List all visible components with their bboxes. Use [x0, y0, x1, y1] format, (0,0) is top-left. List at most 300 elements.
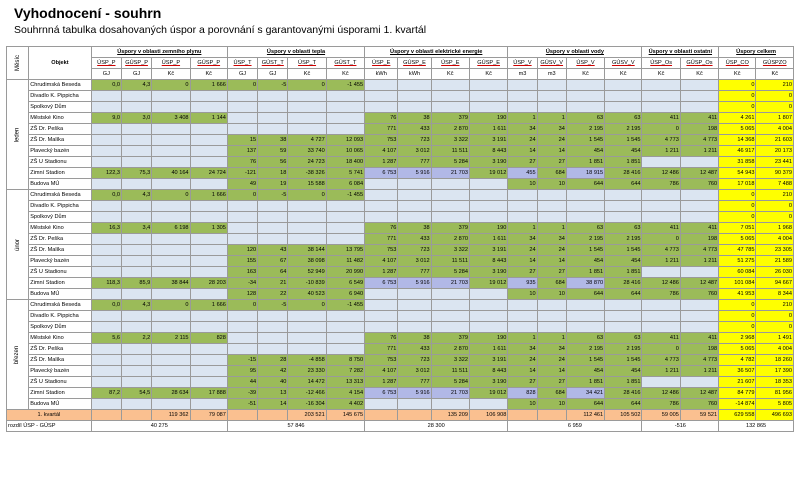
table-row — [7, 245, 794, 256]
value-cell: 8 443 — [469, 256, 507, 267]
value-cell: 42 — [258, 366, 288, 377]
value-cell — [431, 212, 469, 223]
value-cell: 16,3 — [91, 223, 121, 234]
value-cell: 28 — [258, 355, 288, 366]
value-cell: -121 — [227, 168, 257, 179]
group-header: Úspory v oblasti ostatní — [642, 47, 719, 58]
table-row — [7, 91, 794, 102]
value-cell: 1 545 — [605, 355, 642, 366]
value-cell — [326, 322, 364, 333]
value-cell: 1 545 — [566, 245, 604, 256]
value-cell — [152, 179, 190, 190]
value-cell: 27 — [508, 267, 537, 278]
value-cell: 20 990 — [326, 267, 364, 278]
summary-value: 145 675 — [326, 410, 364, 421]
value-cell: 12 486 — [642, 388, 680, 399]
value-cell: 13 — [258, 388, 288, 399]
value-cell: 51 275 — [719, 256, 756, 267]
value-cell — [152, 311, 190, 322]
table-row — [7, 377, 794, 388]
value-cell: 2 870 — [431, 344, 469, 355]
value-cell — [508, 80, 537, 91]
value-cell — [566, 91, 604, 102]
value-cell: 771 — [365, 344, 398, 355]
value-cell — [91, 146, 121, 157]
value-cell: 3 408 — [152, 113, 190, 124]
value-cell: 28 416 — [605, 168, 642, 179]
value-cell: 4 773 — [642, 245, 680, 256]
value-cell: 10 065 — [326, 146, 364, 157]
value-cell: 198 — [680, 124, 718, 135]
value-cell: 8 750 — [326, 355, 364, 366]
value-cell: 644 — [566, 289, 604, 300]
group-header: Úspory v oblasti tepla — [227, 47, 364, 58]
value-cell: 54 943 — [719, 168, 756, 179]
value-cell — [288, 322, 326, 333]
summary-value: 59 005 — [642, 410, 680, 421]
value-cell: 52 949 — [288, 267, 326, 278]
value-cell — [121, 344, 151, 355]
table-row — [7, 256, 794, 267]
value-cell — [398, 179, 431, 190]
value-cell: 67 — [258, 256, 288, 267]
value-cell: 5 284 — [431, 377, 469, 388]
value-cell: 18 260 — [756, 355, 794, 366]
difference-value: 6 959 — [508, 421, 642, 432]
table-row — [7, 135, 794, 146]
value-cell: 3,4 — [121, 223, 151, 234]
summary-value: 105 502 — [605, 410, 642, 421]
value-cell: 1 545 — [605, 245, 642, 256]
value-cell — [190, 157, 227, 168]
value-cell — [605, 311, 642, 322]
value-cell: 0,0 — [91, 190, 121, 201]
value-cell — [642, 201, 680, 212]
value-cell: 0 — [227, 300, 257, 311]
value-cell: 3 191 — [469, 135, 507, 146]
value-cell — [258, 322, 288, 333]
column-unit: Kč — [719, 69, 756, 80]
month-header — [7, 47, 29, 80]
value-cell — [398, 399, 431, 410]
value-cell — [190, 124, 227, 135]
object-name: Plavecký bazén — [29, 146, 92, 157]
value-cell: 63 — [566, 333, 604, 344]
value-cell — [288, 333, 326, 344]
header-unit-row — [7, 69, 794, 80]
value-cell: 5 065 — [719, 124, 756, 135]
month-cell — [7, 190, 29, 300]
value-cell — [680, 102, 718, 113]
value-cell — [680, 91, 718, 102]
value-cell: 753 — [365, 135, 398, 146]
value-cell — [91, 256, 121, 267]
value-cell: 17 888 — [190, 388, 227, 399]
value-cell: 23 330 — [288, 366, 326, 377]
value-cell — [365, 179, 398, 190]
value-cell: 4 402 — [326, 399, 364, 410]
difference-value: 40 275 — [91, 421, 227, 432]
value-cell: 19 012 — [469, 168, 507, 179]
column-subheader: GÚSP_E — [398, 58, 431, 69]
value-cell — [431, 190, 469, 201]
value-cell — [508, 311, 537, 322]
value-cell: 0 — [719, 201, 756, 212]
value-cell: 75,3 — [121, 168, 151, 179]
value-cell: 38 144 — [288, 245, 326, 256]
value-cell — [398, 190, 431, 201]
value-cell — [431, 201, 469, 212]
column-unit: Kč — [152, 69, 190, 80]
value-cell — [398, 212, 431, 223]
object-name: Městské Kino — [29, 333, 92, 344]
object-name: Divadlo K. Pippicha — [29, 311, 92, 322]
value-cell — [190, 344, 227, 355]
value-cell: 1 287 — [365, 267, 398, 278]
value-cell: 433 — [398, 124, 431, 135]
value-cell: 379 — [431, 113, 469, 124]
value-cell: 5 065 — [719, 344, 756, 355]
value-cell: 5 805 — [756, 399, 794, 410]
value-cell: 4 004 — [756, 344, 794, 355]
value-cell: 4 261 — [719, 113, 756, 124]
value-cell: -1 455 — [326, 300, 364, 311]
value-cell: 1 807 — [756, 113, 794, 124]
value-cell: 828 — [508, 388, 537, 399]
value-cell — [326, 113, 364, 124]
value-cell: 0,0 — [91, 300, 121, 311]
value-cell: 777 — [398, 377, 431, 388]
value-cell: 14 — [508, 256, 537, 267]
value-cell — [365, 102, 398, 113]
value-cell — [326, 91, 364, 102]
value-cell: 12 486 — [642, 168, 680, 179]
value-cell: 18 400 — [326, 157, 364, 168]
value-cell — [91, 234, 121, 245]
table-row — [7, 223, 794, 234]
table-row — [7, 355, 794, 366]
value-cell — [121, 322, 151, 333]
summary-value — [365, 410, 398, 421]
value-cell: 2 195 — [566, 124, 604, 135]
value-cell: 210 — [756, 300, 794, 311]
value-cell — [190, 212, 227, 223]
value-cell — [121, 377, 151, 388]
value-cell: 411 — [642, 223, 680, 234]
object-name: Budova MÚ — [29, 179, 92, 190]
column-subheader: GÚSP_P — [121, 58, 151, 69]
value-cell — [91, 267, 121, 278]
value-cell — [152, 267, 190, 278]
object-name: Městské Kino — [29, 223, 92, 234]
value-cell — [190, 201, 227, 212]
value-cell: 1 — [508, 223, 537, 234]
value-cell — [537, 212, 566, 223]
value-cell: 8 443 — [469, 366, 507, 377]
summary-value — [537, 410, 566, 421]
value-cell — [91, 344, 121, 355]
value-cell: 935 — [508, 278, 537, 289]
value-cell: 3 190 — [469, 377, 507, 388]
value-cell — [227, 333, 257, 344]
value-cell — [605, 201, 642, 212]
value-cell: 684 — [537, 388, 566, 399]
value-cell — [398, 322, 431, 333]
value-cell — [469, 322, 507, 333]
value-cell: 10 — [508, 399, 537, 410]
value-cell — [190, 267, 227, 278]
value-cell: 15 — [227, 135, 257, 146]
value-cell: 59 — [258, 146, 288, 157]
value-cell — [152, 344, 190, 355]
value-cell — [365, 399, 398, 410]
value-cell: 44 — [227, 377, 257, 388]
summary-value: 119 362 — [152, 410, 190, 421]
value-cell — [605, 190, 642, 201]
value-cell — [680, 190, 718, 201]
value-cell — [288, 201, 326, 212]
value-cell: 34 — [537, 234, 566, 245]
value-cell: 11 511 — [431, 256, 469, 267]
value-cell — [365, 80, 398, 91]
table-row — [7, 102, 794, 113]
value-cell: 1 851 — [605, 157, 642, 168]
value-cell: 455 — [508, 168, 537, 179]
column-subheader: ÚSP_P — [152, 58, 190, 69]
object-name: ZŠ Dr. Malíka — [29, 135, 92, 146]
value-cell: 0,0 — [91, 80, 121, 91]
table-row — [7, 399, 794, 410]
value-cell: 12 486 — [642, 278, 680, 289]
value-cell — [537, 300, 566, 311]
value-cell: 198 — [680, 344, 718, 355]
value-cell: 63 — [566, 113, 604, 124]
value-cell: 723 — [398, 135, 431, 146]
value-cell: 1 287 — [365, 377, 398, 388]
value-cell: 2 115 — [152, 333, 190, 344]
value-cell: -15 — [227, 355, 257, 366]
value-cell: 24 723 — [288, 157, 326, 168]
value-cell — [508, 190, 537, 201]
summary-value: 106 908 — [469, 410, 507, 421]
value-cell — [469, 190, 507, 201]
summary-label: 1. kvartál — [7, 410, 92, 421]
value-cell: 76 — [365, 223, 398, 234]
value-cell — [227, 102, 257, 113]
month-header-label: Měsíc — [14, 54, 21, 72]
value-cell: 753 — [365, 245, 398, 256]
value-cell — [91, 135, 121, 146]
value-cell — [91, 201, 121, 212]
value-cell — [566, 80, 604, 91]
table-row — [7, 388, 794, 399]
value-cell: 0 — [719, 322, 756, 333]
value-cell: 6 549 — [326, 278, 364, 289]
value-cell: 777 — [398, 267, 431, 278]
value-cell: 14 — [537, 146, 566, 157]
value-cell: 63 — [605, 113, 642, 124]
summary-value — [398, 410, 431, 421]
table-row — [7, 113, 794, 124]
value-cell: 5,6 — [91, 333, 121, 344]
value-cell — [152, 377, 190, 388]
value-cell: 21 703 — [431, 168, 469, 179]
value-cell — [152, 245, 190, 256]
value-cell: 21 703 — [431, 278, 469, 289]
value-cell: 23 441 — [756, 157, 794, 168]
column-unit: Kč — [431, 69, 469, 80]
column-subheader: GÚSPZO — [756, 58, 794, 69]
value-cell — [398, 102, 431, 113]
value-cell: 1 211 — [642, 366, 680, 377]
value-cell: 1 666 — [190, 190, 227, 201]
table-row — [7, 344, 794, 355]
column-unit: kWh — [398, 69, 431, 80]
value-cell: 771 — [365, 234, 398, 245]
value-cell — [642, 311, 680, 322]
value-cell: 0 — [756, 102, 794, 113]
value-cell: 1 305 — [190, 223, 227, 234]
value-cell — [469, 179, 507, 190]
difference-label: rozdíl ÚSP - GÚSP — [7, 421, 92, 432]
value-cell — [288, 234, 326, 245]
value-cell: 0 — [227, 80, 257, 91]
value-cell — [227, 311, 257, 322]
table-row — [7, 267, 794, 278]
difference-row — [7, 421, 794, 432]
value-cell: 49 — [227, 179, 257, 190]
value-cell: 760 — [680, 179, 718, 190]
column-subheader: GÚSV_V — [605, 58, 642, 69]
value-cell: 24 — [537, 245, 566, 256]
value-cell: 85,9 — [121, 278, 151, 289]
savings-summary-table — [6, 46, 794, 432]
value-cell — [227, 234, 257, 245]
value-cell: -4 858 — [288, 355, 326, 366]
value-cell — [642, 300, 680, 311]
value-cell — [605, 322, 642, 333]
column-subheader: GÚSV_V — [537, 58, 566, 69]
value-cell: 8 344 — [756, 289, 794, 300]
value-cell — [431, 322, 469, 333]
value-cell: 95 — [227, 366, 257, 377]
value-cell — [365, 91, 398, 102]
value-cell — [508, 322, 537, 333]
value-cell — [121, 311, 151, 322]
object-name: Spolkový Dům — [29, 102, 92, 113]
value-cell — [91, 157, 121, 168]
value-cell: 5 916 — [398, 388, 431, 399]
value-cell — [258, 124, 288, 135]
value-cell: 40 164 — [152, 168, 190, 179]
table-row — [7, 179, 794, 190]
group-header: Úspory v oblasti vody — [508, 47, 642, 58]
value-cell: 38 — [398, 223, 431, 234]
value-cell: 1 211 — [680, 146, 718, 157]
value-cell: 760 — [680, 289, 718, 300]
value-cell: 81 956 — [756, 388, 794, 399]
table-row — [7, 311, 794, 322]
value-cell — [326, 311, 364, 322]
value-cell: 12 487 — [680, 278, 718, 289]
value-cell: 4 773 — [680, 245, 718, 256]
value-cell: 28 416 — [605, 278, 642, 289]
quarter-summary-row — [7, 410, 794, 421]
value-cell: 2 195 — [566, 344, 604, 355]
value-cell — [258, 201, 288, 212]
object-name: ZŠ Dr. Malíka — [29, 245, 92, 256]
object-name: Spolkový Dům — [29, 212, 92, 223]
value-cell — [190, 234, 227, 245]
column-subheader: GÚSP_Os — [680, 58, 718, 69]
value-cell: 3 012 — [398, 256, 431, 267]
value-cell: 63 — [605, 333, 642, 344]
value-cell — [190, 399, 227, 410]
value-cell — [537, 80, 566, 91]
summary-value — [227, 410, 257, 421]
value-cell: 18 915 — [566, 168, 604, 179]
value-cell — [121, 245, 151, 256]
value-cell — [605, 212, 642, 223]
value-cell — [121, 234, 151, 245]
value-cell: 1 851 — [566, 267, 604, 278]
value-cell: 433 — [398, 234, 431, 245]
value-cell: 3 322 — [431, 245, 469, 256]
column-subheader: ÚSP_E — [365, 58, 398, 69]
value-cell: 34 — [508, 234, 537, 245]
value-cell: 63 — [605, 223, 642, 234]
value-cell — [152, 256, 190, 267]
value-cell: 0 — [719, 102, 756, 113]
value-cell: 1 545 — [605, 135, 642, 146]
table-row — [7, 124, 794, 135]
value-cell — [605, 91, 642, 102]
value-cell — [121, 179, 151, 190]
value-cell — [365, 289, 398, 300]
value-cell: 14 368 — [719, 135, 756, 146]
value-cell: 1 545 — [566, 355, 604, 366]
value-cell — [121, 289, 151, 300]
value-cell — [566, 322, 604, 333]
value-cell — [398, 80, 431, 91]
difference-value: 132 865 — [719, 421, 794, 432]
value-cell — [91, 245, 121, 256]
value-cell: 43 — [258, 245, 288, 256]
value-cell: 5 916 — [398, 278, 431, 289]
value-cell — [566, 102, 604, 113]
value-cell — [288, 102, 326, 113]
column-subheader: ÚSP_V — [508, 58, 537, 69]
table-row — [7, 190, 794, 201]
value-cell: 2 195 — [605, 344, 642, 355]
value-cell: 4 773 — [680, 135, 718, 146]
value-cell — [227, 124, 257, 135]
object-name: Spolkový Dům — [29, 322, 92, 333]
value-cell — [431, 91, 469, 102]
object-name: Chrudimská Beseda — [29, 80, 92, 91]
value-cell — [431, 179, 469, 190]
value-cell: 27 — [537, 157, 566, 168]
value-cell: 0 — [152, 190, 190, 201]
value-cell: 723 — [398, 355, 431, 366]
value-cell: 122,3 — [91, 168, 121, 179]
value-cell: 18 353 — [756, 377, 794, 388]
value-cell: 379 — [431, 223, 469, 234]
value-cell: 644 — [605, 289, 642, 300]
value-cell: 24 — [508, 135, 537, 146]
value-cell: 1 211 — [680, 256, 718, 267]
value-cell: 1 211 — [642, 256, 680, 267]
